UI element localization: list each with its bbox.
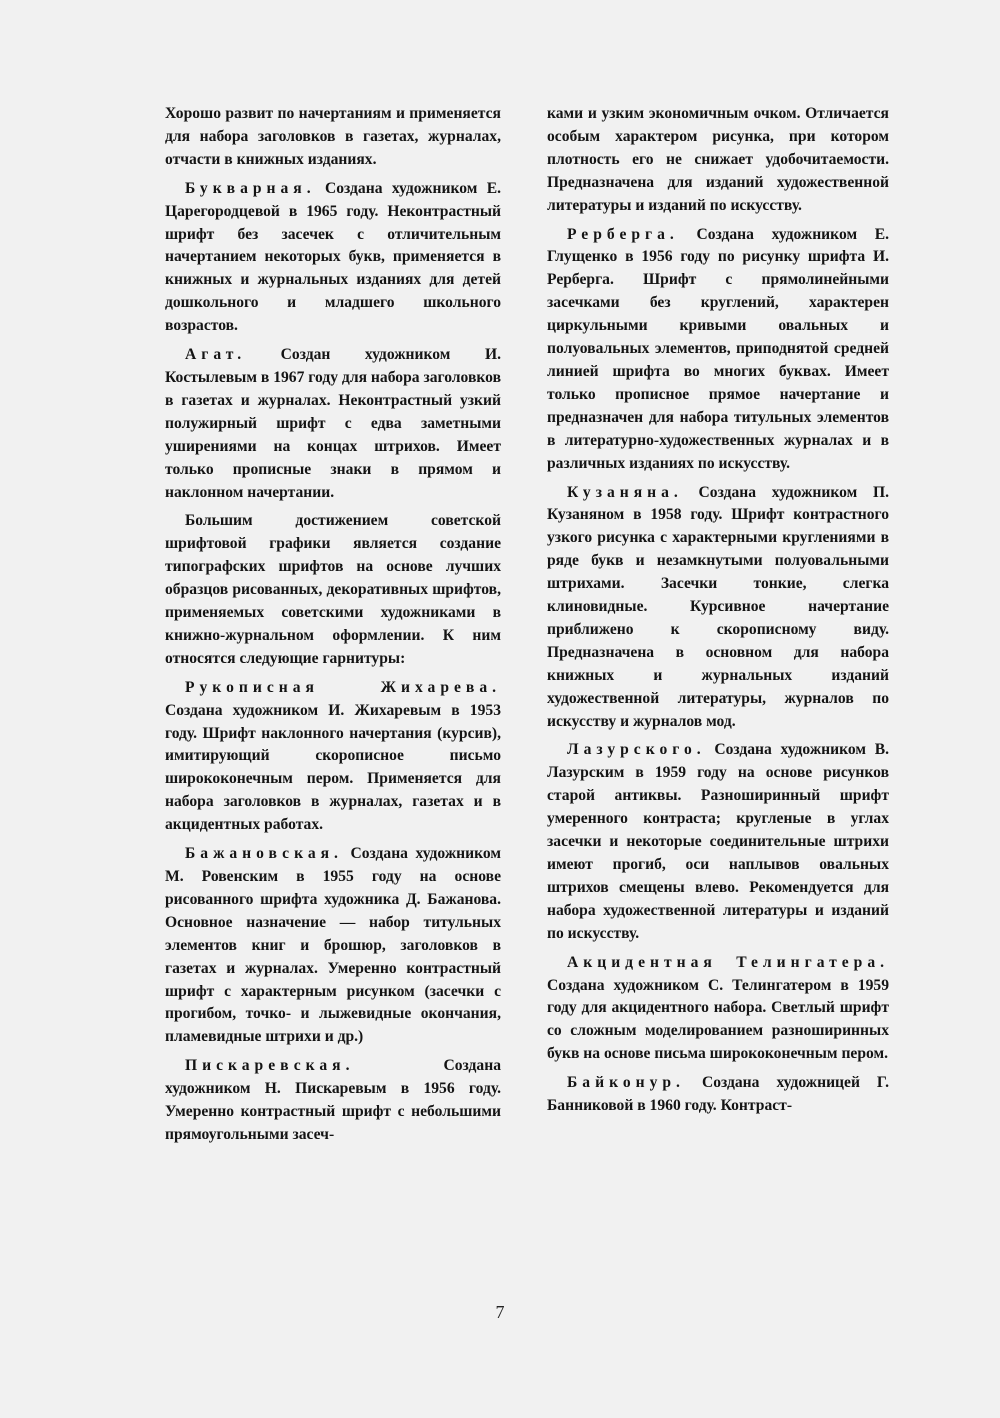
right-column [547, 103, 889, 1124]
paragraph [547, 1072, 889, 1118]
paragraph-text: Создан художником И. Костылевым в 1967 году для набора заголовков в газетах и журналах. Неконтрастный узкий полужирный шрифт с едва заметными уширениями на концах штрихов. Имеет только прописные знаки в прямом и наклонном начертании. [165, 346, 501, 501]
paragraph-text: Создана художницей Г. Банниковой в 1960 году. Контраст- [547, 1074, 889, 1115]
paragraph-text: Создана художником Е. Царегородцевой в 1965 году. Неконтрастный шрифт без засечек с отличительным начертанием некоторых букв, применяется в книжных и журнальных изданиях для детей дошкольного и младшего школьного возрастов. [165, 179, 501, 335]
paragraph-text: Создана художником В. Лазурским в 1959 году на основе рисунков старой антиквы. Разноширинный шрифт умеренного контраста; кругленые в углах засечки и некоторые соединительные штрихи имеют прогиб, оси наплывов овальных штрихов смещены влево. Рекомендуется для набора художественной литературы и изданий по искусству. [547, 741, 889, 942]
typeface-name: Лазурского. [567, 741, 706, 759]
typeface-name: Кузаняна. [567, 483, 683, 501]
typeface-name: Бажановская. [185, 845, 343, 863]
paragraph [547, 739, 889, 945]
paragraph-text: Создана художником И. Жихаревым в 1953 году. Шрифт наклонного начертания (курсив), имитирующий скорописное письмо ширококонечным пером. Применяется для набора заголовков в журналах, газетах и в акцидентных работах. [165, 701, 501, 834]
paragraph-text: Создана художником Е. Глущенко в 1956 году по рисунку шрифта И. Рерберга. Шрифт с прямолинейными засечками без круглений, характерен циркульными кривыми овальных и полуовальных элементов, приподнятой средней линией шрифта во многих буквах. Имеет только прописное прямое начертание и предназначен для набора титульных элементов в литературно-художественных журналах и в различных изданиях по искусству. [547, 225, 889, 472]
paragraph [547, 103, 889, 218]
paragraph-text: Создана художником Н. Пискаревым в 1956 году. Умеренно контрастный шрифт с небольшими прямоугольными засеч- [165, 1057, 501, 1143]
page-number: 7 [495, 1302, 505, 1322]
typeface-name: Рукописная Жихарева. [185, 678, 501, 696]
paragraph-text: Создана художником М. Ровенским в 1955 году на основе рисованного шрифта художника Д. Бажанова. Основное назначение — набор титульных элементов книг и брошюр, заголовков в газетах и журналах. Умеренно контрастный шрифт с характерным рисунком (засечки с прогибом, точко- и лыжевидные окончания, пламевидные штрихи и др.) [165, 845, 501, 1046]
paragraph [547, 224, 889, 476]
paragraph-text: ками и узким экономичным очком. Отличается особым характером рисунка, при котором плотность его не снижает удобочитаемости. Предназначена для изданий художественной литературы и изданий по искусству. [547, 105, 889, 214]
typeface-name: Пискаревская. [185, 1057, 355, 1075]
paragraph-text: Создана художником П. Кузаняном в 1958 году. Шрифт контрастного узкого рисунка с характерными круглениями в ряде букв и незамкнутыми полуовальными штрихами. Засечки тонкие, слегка клиновидные. Курсивное начертание приближено к скорописному виду. Предназначена в основном для набора книжных и журнальных изданий художественной литературы, журналов по искусству и журналов мод. [547, 483, 889, 730]
paragraph [165, 178, 501, 338]
paragraph [547, 482, 889, 734]
paragraph-text: Создана художником С. Телингатером в 1959 году для акцидентного набора. Светлый шрифт со сложным моделированием разноширинных букв на основе письма ширококонечным пером. [547, 976, 889, 1063]
typeface-name: Байконур. [567, 1074, 685, 1092]
paragraph-text: Большим достижением советской шрифтовой графики является создание типографских шрифтов на основе лучших образцов рисованных, декоративных шрифтов, применяемых советскими художниками в книжно-журнальном оформлении. К ним относятся следующие гарнитуры: [165, 512, 501, 667]
paragraph [165, 677, 501, 837]
paragraph [165, 103, 501, 172]
left-column [165, 103, 501, 1153]
paragraph [165, 1055, 501, 1147]
paragraph [165, 344, 501, 504]
paragraph [165, 843, 501, 1049]
paragraph [547, 952, 889, 1067]
paragraph-text: Хорошо развит по начертаниям и применяется для набора заголовков в газетах, журналах, отчасти в книжных изданиях. [165, 105, 501, 168]
typeface-name: Агат. [185, 346, 247, 364]
typeface-name: Букварная. [185, 179, 316, 197]
paragraph [165, 510, 501, 670]
typeface-name: Рерберга. [567, 225, 679, 243]
typeface-name: Акцидентная Телингатера. [567, 953, 889, 971]
